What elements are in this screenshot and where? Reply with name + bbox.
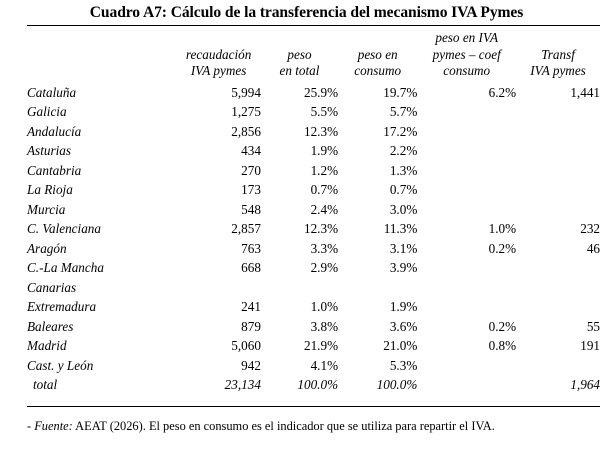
cell-c3: 3.1%	[389, 240, 418, 256]
cell-c5	[516, 297, 600, 317]
header-row	[27, 30, 600, 83]
cell-c2: 3.8%	[310, 318, 339, 334]
cell-c1: 434	[241, 143, 261, 158]
cell-c1: 270	[241, 162, 261, 178]
column-header-transf: Transf IVA pymes	[530, 46, 586, 78]
cell-c3: 1.9%	[389, 299, 418, 314]
data-table	[27, 30, 600, 395]
cell-c5	[516, 161, 600, 181]
table-row	[27, 200, 600, 220]
cell-c3: 11.3%	[383, 221, 418, 236]
cell-c5	[516, 258, 600, 278]
cell-c2: 100.0%	[297, 377, 339, 392]
table-row	[27, 180, 600, 200]
cell-c4	[417, 297, 516, 317]
cell-c4: 0.2%	[488, 318, 517, 334]
row-label: Asturias	[27, 143, 71, 158]
cell-c5	[516, 200, 600, 220]
table-row	[27, 141, 600, 161]
cell-c5: 46	[586, 240, 600, 256]
table-row	[27, 83, 600, 103]
cell-c2: 25.9%	[303, 84, 339, 100]
cell-c4	[417, 278, 516, 298]
row-label: Madrid	[27, 338, 67, 353]
cell-c1: 2,857	[231, 221, 261, 236]
cell-c5: 1,441	[570, 84, 600, 100]
cell-c3: 2.2%	[389, 143, 418, 158]
cell-c2: 1.0%	[310, 299, 339, 314]
cell-c4	[417, 258, 516, 278]
cell-c4	[417, 122, 516, 142]
cell-c3: 5.7%	[389, 104, 418, 119]
cell-c2: 12.3%	[303, 123, 339, 139]
cell-c2: 2.4%	[310, 201, 339, 217]
cell-c2: 5.5%	[310, 104, 339, 119]
cell-c4: 0.2%	[488, 240, 517, 256]
column-header-region	[27, 30, 176, 83]
table-row	[27, 161, 600, 181]
row-label: Extremadura	[27, 299, 97, 314]
row-label: Aragón	[27, 240, 67, 256]
row-label: Cantabria	[27, 162, 82, 178]
row-label: Galicia	[27, 104, 67, 119]
row-label: C. Valenciana	[27, 221, 101, 236]
cell-c1: 548	[241, 201, 261, 217]
row-label: Murcia	[27, 201, 66, 217]
table-title: Cuadro A7: Cálculo de la transferencia del mecanismo IVA Pymes	[89, 4, 524, 21]
cell-c4: 1.0%	[488, 221, 517, 236]
table-header	[27, 30, 600, 83]
table-body	[27, 83, 600, 395]
cell-c2: 0.7%	[310, 182, 339, 197]
table-row	[27, 219, 600, 239]
table-total-row	[27, 375, 600, 395]
rule-bottom	[27, 406, 600, 407]
cell-c4	[417, 102, 516, 122]
cell-c2: 1.9%	[310, 143, 339, 158]
column-header-peso-consumo: peso en consumo	[354, 46, 402, 78]
cell-c3: 1.3%	[389, 162, 418, 178]
cell-c4	[417, 375, 516, 395]
table-row	[27, 297, 600, 317]
cell-c3: 17.2%	[383, 123, 418, 139]
row-label: C.-La Mancha	[27, 260, 104, 275]
row-label: Cataluña	[27, 84, 77, 100]
table-row	[27, 317, 600, 337]
cell-c1: 173	[241, 182, 261, 197]
cell-c1: 5,060	[231, 338, 261, 353]
table-row	[27, 336, 600, 356]
cell-c2: 4.1%	[310, 357, 339, 373]
cell-c3	[338, 278, 417, 298]
table-row	[27, 122, 600, 142]
row-label: total	[33, 377, 58, 392]
row-label: Cast. y León	[27, 357, 94, 373]
cell-c5	[516, 122, 600, 142]
cell-c3: 5.3%	[389, 357, 418, 373]
table-row	[27, 356, 600, 376]
cell-c5: 232	[580, 221, 600, 236]
cell-c3: 21.0%	[383, 338, 418, 353]
column-header-recaudacion: recaudación IVA pymes	[185, 46, 252, 78]
cell-c5	[516, 356, 600, 376]
cell-c4	[417, 161, 516, 181]
cell-c4: 6.2%	[488, 84, 517, 100]
footnote-dash: -	[27, 419, 35, 433]
cell-c3: 3.9%	[389, 260, 418, 275]
cell-c5	[516, 180, 600, 200]
cell-c1: 668	[241, 260, 261, 275]
cell-c2: 12.3%	[303, 221, 339, 236]
cell-c3: 3.6%	[389, 318, 418, 334]
cell-c5	[516, 102, 600, 122]
cell-c4	[417, 141, 516, 161]
row-label: La Rioja	[27, 182, 73, 197]
cell-c1: 241	[241, 299, 261, 314]
footnote-text: AEAT (2026). El peso en consumo es el indicador que se utiliza para repartir el IVA.	[72, 419, 495, 433]
cell-c5	[516, 278, 600, 298]
cell-c1: 942	[241, 357, 261, 373]
table-row	[27, 258, 600, 278]
cell-c5: 191	[580, 338, 600, 353]
cell-c3: 19.7%	[383, 84, 418, 100]
cell-c1: 23,134	[224, 377, 261, 392]
table-row	[27, 278, 600, 298]
cell-c4	[417, 356, 516, 376]
cell-c3: 0.7%	[389, 182, 418, 197]
cell-c4	[417, 200, 516, 220]
cell-c1: 5,994	[231, 84, 261, 100]
footnote-source-label: Fuente:	[34, 419, 73, 433]
rule-top	[27, 25, 600, 26]
cell-c1: 1,275	[231, 104, 261, 119]
row-label: Canarias	[27, 279, 77, 295]
cell-c1: 763	[241, 240, 261, 256]
row-label: Baleares	[27, 318, 74, 334]
cell-c5: 1,964	[570, 377, 600, 392]
cell-c5	[516, 141, 600, 161]
cell-c2: 3.3%	[310, 240, 339, 256]
column-header-peso-iva-coef: peso en IVA pymes – coef consumo	[432, 30, 501, 78]
cell-c4: 0.8%	[488, 338, 517, 353]
table-row	[27, 239, 600, 259]
cell-c4	[417, 180, 516, 200]
cell-c1: 879	[241, 318, 261, 334]
column-header-peso-total: peso en total	[279, 46, 320, 78]
cell-c2: 1.2%	[310, 162, 339, 178]
cell-c2	[261, 278, 338, 298]
cell-c3: 3.0%	[389, 201, 418, 217]
table-footnote	[27, 419, 602, 434]
cell-c1: 2,856	[231, 123, 261, 139]
cell-c5: 55	[586, 318, 600, 334]
cell-c1	[176, 278, 261, 298]
table-row	[27, 102, 600, 122]
cell-c2: 2.9%	[310, 260, 339, 275]
cell-c3: 100.0%	[376, 377, 418, 392]
cell-c2: 21.9%	[303, 338, 339, 353]
row-label: Andalucía	[27, 123, 82, 139]
